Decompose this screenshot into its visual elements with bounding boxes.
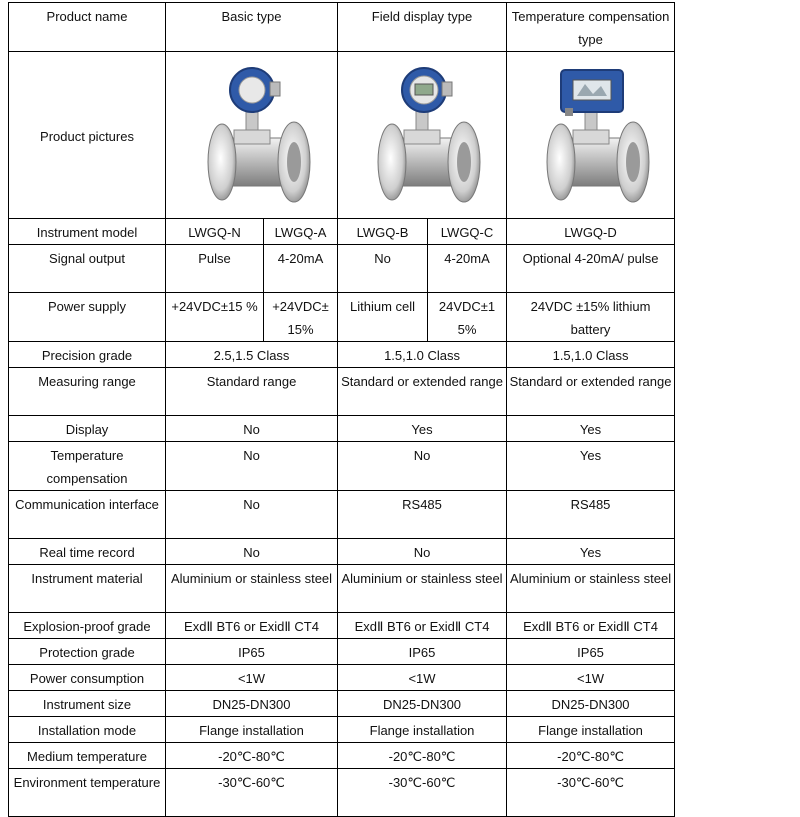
cell-basic: DN25-DN300 [166,691,338,717]
cell-basic: IP65 [166,639,338,665]
power-supply-row [9,293,675,342]
field-display-type-flowmeter-image [352,60,492,210]
instrument-model-row [9,219,675,245]
cell-field: 1.5,1.0 Class [338,342,507,368]
power-consumption-row [9,665,675,691]
row-label: Explosion-proof grade [9,613,166,639]
signal-output-row [9,245,675,293]
real-time-record-row [9,539,675,565]
row-label: Power supply [9,293,166,342]
header-product-name: Product name [9,3,166,52]
row-label: Environment temperature [9,769,166,817]
installation-mode-row [9,717,675,743]
cell-n: Pulse [166,245,264,293]
explosion-proof-grade-row [9,613,675,639]
cell-temp: Yes [507,442,675,491]
cell-field: -20℃-80℃ [338,743,507,769]
cell-field: <1W [338,665,507,691]
row-label: Medium temperature [9,743,166,769]
row-label: Instrument size [9,691,166,717]
cell-basic: ExdⅡ BT6 or ExidⅡ CT4 [166,613,338,639]
cell-c: 4-20mA [428,245,507,293]
cell-temp: <1W [507,665,675,691]
cell-n: +24VDC±15 % [166,293,264,342]
communication-interface-row [9,491,675,539]
cell-field: -30℃-60℃ [338,769,507,817]
cell-temp: IP65 [507,639,675,665]
row-label: Temperature compensation [9,442,166,491]
cell-b: Lithium cell [338,293,428,342]
product-pictures-row [9,52,675,219]
precision-grade-row [9,342,675,368]
cell-basic: Standard range [166,368,338,416]
cell-basic: -30℃-60℃ [166,769,338,817]
row-label: Instrument material [9,565,166,613]
row-label: Measuring range [9,368,166,416]
environment-temperature-row [9,769,675,817]
cell-c: 24VDC±1 5% [428,293,507,342]
measuring-range-row [9,368,675,416]
instrument-material-row [9,565,675,613]
cell-temp: RS485 [507,491,675,539]
header-temperature-compensation-type: Temperature compensation type [507,3,675,52]
cell-basic: No [166,491,338,539]
cell-basic: No [166,442,338,491]
cell-field: RS485 [338,491,507,539]
cell-b: No [338,245,428,293]
cell-field: No [338,539,507,565]
cell-temp: -30℃-60℃ [507,769,675,817]
header-row [9,3,675,52]
cell-lwgq-b: LWGQ-B [338,219,428,245]
cell-basic: 2.5,1.5 Class [166,342,338,368]
cell-lwgq-n: LWGQ-N [166,219,264,245]
cell-temp: ExdⅡ BT6 or ExidⅡ CT4 [507,613,675,639]
cell-d: 24VDC ±15% lithium battery [507,293,675,342]
cell-lwgq-d: LWGQ-D [507,219,675,245]
cell-d: Optional 4-20mA/ pulse [507,245,675,293]
medium-temperature-row [9,743,675,769]
cell-field: Standard or extended range [338,368,507,416]
cell-field: ExdⅡ BT6 or ExidⅡ CT4 [338,613,507,639]
row-label: Installation mode [9,717,166,743]
cell-lwgq-a: LWGQ-A [264,219,338,245]
cell-temp: Yes [507,539,675,565]
cell-field: No [338,442,507,491]
temperature-compensation-type-flowmeter-image [521,60,661,210]
cell-basic: <1W [166,665,338,691]
row-label: Display [9,416,166,442]
cell-basic: Flange installation [166,717,338,743]
row-label: Protection grade [9,639,166,665]
cell-temp: Flange installation [507,717,675,743]
basic-type-flowmeter-image [182,60,322,210]
cell-basic: No [166,416,338,442]
product-pictures-label: Product pictures [9,52,166,219]
row-label: Power consumption [9,665,166,691]
cell-basic: No [166,539,338,565]
row-label: Precision grade [9,342,166,368]
row-label: Real time record [9,539,166,565]
cell-temp: Yes [507,416,675,442]
cell-basic: Aluminium or stainless steel [166,565,338,613]
cell-field: IP65 [338,639,507,665]
cell-a: 4-20mA [264,245,338,293]
cell-basic: -20℃-80℃ [166,743,338,769]
temperature-compensation-type-picture [507,52,675,219]
basic-type-picture [166,52,338,219]
cell-temp: -20℃-80℃ [507,743,675,769]
row-label: Instrument model [9,219,166,245]
temperature-compensation-row [9,442,675,491]
instrument-size-row [9,691,675,717]
header-basic-type: Basic type [166,3,338,52]
cell-temp: DN25-DN300 [507,691,675,717]
display-row [9,416,675,442]
cell-lwgq-c: LWGQ-C [428,219,507,245]
protection-grade-row [9,639,675,665]
specification-table [8,2,675,817]
cell-temp: Aluminium or stainless steel [507,565,675,613]
cell-field: DN25-DN300 [338,691,507,717]
cell-a: +24VDC± 15% [264,293,338,342]
cell-temp: 1.5,1.0 Class [507,342,675,368]
row-label: Signal output [9,245,166,293]
cell-temp: Standard or extended range [507,368,675,416]
cell-field: Aluminium or stainless steel [338,565,507,613]
header-field-display-type: Field display type [338,3,507,52]
field-display-type-picture [338,52,507,219]
cell-field: Yes [338,416,507,442]
cell-field: Flange installation [338,717,507,743]
row-label: Communication interface [9,491,166,539]
